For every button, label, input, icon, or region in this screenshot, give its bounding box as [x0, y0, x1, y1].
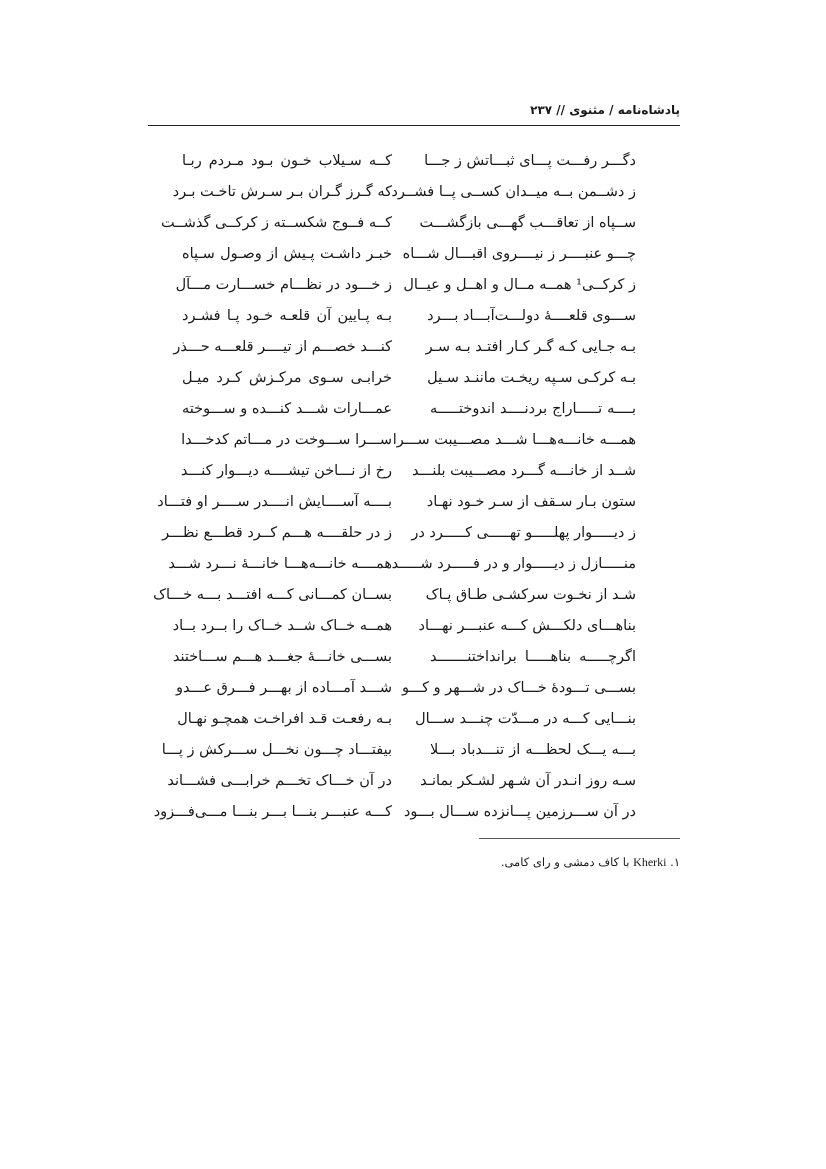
footnote-marker: ۱.	[670, 855, 680, 869]
hemistich-second: رخ از نـــاخن تیشــــه دیـــوار کنـــد	[180, 463, 392, 479]
couplet	[148, 213, 680, 244]
footnote	[400, 855, 680, 870]
hemistich-second: بســان کمـــانی کـــه افتـــد بـــه خـــاک	[153, 587, 392, 603]
hemistich-second: ز در حلقــــه هـــم کــرد قطـــع نظـــر	[162, 525, 392, 541]
hemistich-second: بیفتـــاد چـــون نخـــل ســـرکش ز پـــا	[161, 742, 392, 758]
couplet	[148, 430, 680, 461]
header-rule	[148, 125, 680, 126]
hemistich-first: دگـــر رفـــت پـــای ثبـــاتش ز جـــا	[424, 153, 636, 169]
couplet	[148, 399, 680, 430]
hemistich-first: ســپاه از تعاقـــب گهـــی بازگشـــت	[419, 215, 636, 231]
hemistich-first: شـد از نخـوت سرکشـی طـاق پـاک	[425, 587, 636, 603]
couplet	[148, 337, 680, 368]
hemistich-second: شـــد آمـــاده از بهـــر فـــرق عـــدو	[176, 680, 392, 696]
hemistich-first: بـــه یـــک لحظـــه از تنـــدباد بـــلا	[430, 742, 636, 758]
hemistich-first: بســـی تـــودهٔ خـــاک در شـــهر و کـــو	[401, 680, 636, 696]
running-title: پادشاه‌نامه / مثنوی // ۲۳۷	[530, 103, 680, 117]
hemistich-first: بـه کرکـی سـپه ریخـت ماننـد سـیل	[427, 370, 636, 386]
footnote-rule	[479, 838, 680, 839]
hemistich-first: ســـوی قلعــــهٔ دولـــت‌آبـــاد بـــرد	[427, 308, 636, 324]
hemistich-first: همـــه خانـــه‌هـــا شـــد مصـــیبت ســـرا	[392, 432, 636, 448]
couplet	[148, 678, 680, 709]
hemistich-second: بســـی خانـــهٔ جغـــد هـــم ســـاختند	[172, 649, 392, 665]
hemistich-second: در آن خـــاک تخـــم خرابـــی فشـــاند	[167, 773, 392, 789]
hemistich-first: ز کرکــی¹ همــه مــال و اهــل و عیــال	[403, 277, 636, 293]
hemistich-second: خرابـی سـوی مرکـزش کـرد میـل	[182, 370, 392, 386]
footnote-term: Kherki	[633, 855, 667, 869]
hemistich-first: بنـــایی کـــه در مـــدّت چنـــد ســـال	[415, 711, 636, 727]
couplet	[148, 151, 680, 182]
hemistich-second: ســـرا ســـوخت در مـــاتم کدخـــدا	[181, 432, 392, 448]
hemistich-second: کــه سـیلاب خـون بـود مـردم ربـا	[182, 153, 392, 169]
couplet	[148, 368, 680, 399]
hemistich-second: ز خـــود در نظـــام خســـارت مـــآل	[175, 277, 392, 293]
hemistich-second: کــه فــوج شکســته ز کرکــی گذشــت	[160, 215, 392, 231]
couplet	[148, 771, 680, 802]
couplet	[148, 244, 680, 275]
hemistich-second: کنـــد خصـــم از تیــــر قلعـــه حـــذر	[173, 339, 392, 355]
hemistich-second: که گـرز گـران بـر سـرش تاخـت بـرد	[172, 184, 392, 200]
hemistich-second: کـــه عنبـــر بنـــا بـــر بنـــا مـــی‌فـــزود	[153, 804, 392, 820]
couplet	[148, 585, 680, 616]
couplet	[148, 461, 680, 492]
hemistich-second: خبـر داشـت پـیش از وصـول سـپاه	[182, 246, 392, 262]
hemistich-first: در آن ســـرزمین پـــانزده ســـال بـــود	[403, 804, 636, 820]
hemistich-first: چـــو عنبــــر ز نیــــروی اقبـــال شـــاه	[402, 246, 636, 262]
hemistich-first: بـه جـایی کـه گـر کـار افتـد بـه سـر	[425, 339, 636, 355]
couplet	[148, 275, 680, 306]
hemistich-first: اگرچـــــه بناهـــــا برانداختنـــــــد	[430, 649, 636, 665]
hemistich-second: همــه خــاک شــد خــاک را بــرد بــاد	[172, 618, 392, 634]
hemistich-first: منـــــازل ز دیـــــوار و در فـــــرد شـــــد	[391, 556, 636, 572]
hemistich-first: ستون بـار سـقف از سـر خـود نهـاد	[426, 494, 636, 510]
couplet	[148, 616, 680, 647]
hemistich-second: بـه پـایین آن قلعـه خـود پـا فشـرد	[182, 308, 392, 324]
couplet	[148, 306, 680, 337]
couplet	[148, 709, 680, 740]
couplet	[148, 182, 680, 213]
couplet	[148, 492, 680, 523]
poem-body	[148, 151, 680, 833]
hemistich-first: ز دیـــــوار پهلـــــو تهـــــی کـــــرد در	[411, 525, 636, 541]
hemistich-second: بـه رفعـت قـد افراخـت همچـو نهـال	[177, 711, 392, 727]
hemistich-first: شــد از خانـــه گـــرد مصـــیبت بلنـــد	[411, 463, 636, 479]
couplet	[148, 523, 680, 554]
couplet	[148, 802, 680, 833]
footnote-text: با کاف دمشی و رای کامی.	[500, 855, 630, 869]
hemistich-first: بناهـــای دلکـــش کـــه عنبـــر نهـــاد	[418, 618, 636, 634]
hemistich-first: بــــه تـــــاراج بردنــــد اندوختـــــه	[430, 401, 636, 417]
couplet	[148, 647, 680, 678]
running-head	[148, 103, 680, 125]
hemistich-second: بــــه آســــایش انــــدر ســــر او فتـــاد	[157, 494, 392, 510]
hemistich-second: عمـــارات شـــد کنـــده و ســـوخته	[182, 401, 392, 417]
hemistich-first: ز دشــمن بــه میــدان کســی پــا فشــرد	[391, 184, 636, 200]
couplet	[148, 740, 680, 771]
hemistich-second: همــــه خانـــه‌هـــا خانـــهٔ نـــرد شـــد	[168, 556, 392, 572]
couplet	[148, 554, 680, 585]
hemistich-first: سـه روز انـدر آن شـهر لشـکر بمانـد	[420, 773, 636, 789]
